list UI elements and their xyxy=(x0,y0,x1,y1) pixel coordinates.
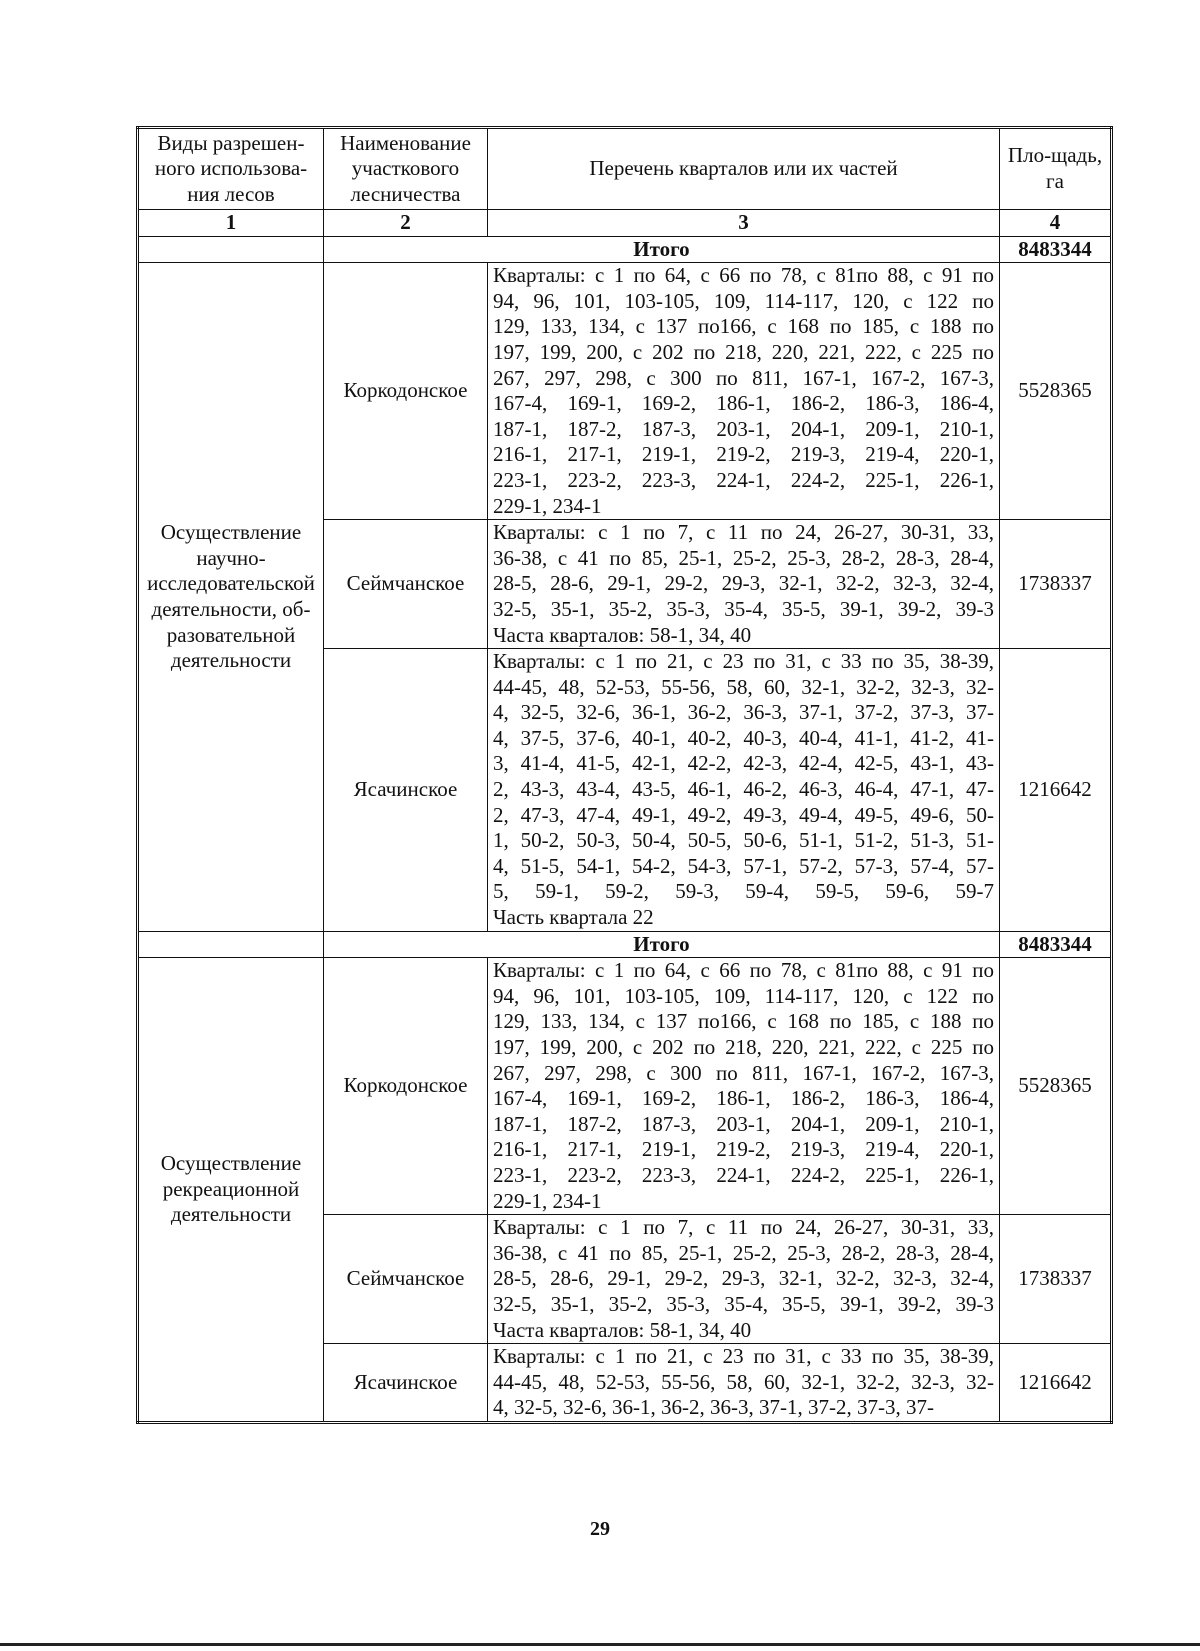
quarters-line: 4, 32-5, 32-6, 36-1, 36-2, 36-3, 37-1, 37-2, 37-3, 37- xyxy=(493,700,994,725)
total-label: Итого xyxy=(324,931,1000,958)
quarters-line: 4, 32-5, 32-6, 36-1, 36-2, 36-3, 37-1, 37-2, 37-3, 37- xyxy=(493,1395,934,1420)
total-label: Итого xyxy=(324,236,1000,263)
forestry-name: Коркодонское xyxy=(324,263,488,520)
empty-cell xyxy=(138,236,324,263)
forestry-name: Коркодонское xyxy=(324,958,488,1215)
quarters-line: 129, 133, 134, с 137 по166, с 168 по 185, с 188 по xyxy=(493,314,994,339)
quarters-line: 44-45, 48, 52-53, 55-56, 58, 60, 32-1, 32-2, 32-3, 32- xyxy=(493,1369,994,1394)
table-row xyxy=(138,958,1112,1215)
quarters-line: 187-1, 187-2, 187-3, 203-1, 204-1, 209-1, 210-1, xyxy=(493,416,994,441)
header-quarters-list: Перечень кварталов или их частей xyxy=(488,128,1000,210)
quarters-line: 36-38, с 41 по 85, 25-1, 25-2, 25-3, 28-2, 28-3, 28-4, xyxy=(493,545,994,570)
quarters-line: 5, 59-1, 59-2, 59-3, 59-4, 59-5, 59-6, 59-7 xyxy=(493,879,994,904)
quarters-line: 216-1, 217-1, 219-1, 219-2, 219-3, 219-4, 220-1, xyxy=(493,442,994,467)
quarters-line: 187-1, 187-2, 187-3, 203-1, 204-1, 209-1, 210-1, xyxy=(493,1111,994,1136)
total-value: 8483344 xyxy=(1000,236,1112,263)
quarters-line: 3, 41-4, 41-5, 42-1, 42-2, 42-3, 42-4, 42-5, 43-1, 43- xyxy=(493,751,994,776)
total-row xyxy=(138,931,1112,958)
quarters-line: 94, 96, 101, 103-105, 109, 114-117, 120, с 122 по xyxy=(493,288,994,313)
quarters-line: Часта кварталов: 58-1, 34, 40 xyxy=(493,1317,752,1342)
page-number: 29 xyxy=(590,1518,610,1540)
empty-cell xyxy=(138,931,324,958)
quarters-line: 167-4, 169-1, 169-2, 186-1, 186-2, 186-3, 186-4, xyxy=(493,1086,994,1111)
column-number: 3 xyxy=(488,210,1000,237)
quarters-line: 223-1, 223-2, 223-3, 224-1, 224-2, 225-1, 226-1, xyxy=(493,467,994,492)
forestry-name: Ясачинское xyxy=(324,649,488,932)
quarters-line: 197, 199, 200, с 202 по 218, 220, 221, 222, с 225 по xyxy=(493,1035,994,1059)
quarters-list xyxy=(488,263,1000,520)
quarters-line: 4, 51-5, 54-1, 54-2, 54-3, 57-1, 57-2, 57-3, 57-4, 57- xyxy=(493,853,994,878)
area-value: 5528365 xyxy=(1000,263,1112,520)
quarters-line: 267, 297, 298, с 300 по 811, 167-1, 167-2, 167-3, xyxy=(493,365,994,390)
quarters-list xyxy=(488,1344,1000,1423)
use-kind-cell: Осуществление рекреационной деятельности xyxy=(138,958,324,1423)
quarters-line: Часть квартала 22 xyxy=(493,905,654,930)
page-bottom-rule xyxy=(0,1643,1200,1646)
forestry-name: Сеймчанское xyxy=(324,1215,488,1344)
total-row xyxy=(138,236,1112,263)
quarters-list xyxy=(488,649,1000,932)
column-number: 2 xyxy=(324,210,488,237)
quarters-line: 229-1, 234-1 xyxy=(493,493,602,518)
quarters-list xyxy=(488,520,1000,649)
quarters-list xyxy=(488,1215,1000,1344)
quarters-line: 28-5, 28-6, 29-1, 29-2, 29-3, 32-1, 32-2, 32-3, 32-4, xyxy=(493,571,994,596)
quarters-line: 229-1, 234-1 xyxy=(493,1188,602,1213)
forestry-name: Ясачинское xyxy=(324,1344,488,1423)
quarters-line: 28-5, 28-6, 29-1, 29-2, 29-3, 32-1, 32-2, 32-3, 32-4, xyxy=(493,1266,994,1291)
column-number-row xyxy=(138,210,1112,237)
use-kind-cell: Осуществление научно-исследовательской деятельности, об-разовательной деятельности xyxy=(138,263,324,931)
quarters-line: 94, 96, 101, 103-105, 109, 114-117, 120, с 122 по xyxy=(493,983,994,1008)
quarters-line: 2, 43-3, 43-4, 43-5, 46-1, 46-2, 46-3, 46-4, 47-1, 47- xyxy=(493,777,994,802)
quarters-line: 167-4, 169-1, 169-2, 186-1, 186-2, 186-3, 186-4, xyxy=(493,391,994,416)
quarters-line: Кварталы: с 1 по 7, с 11 по 24, 26-27, 30-31, 33, xyxy=(493,1215,994,1240)
quarters-line: Кварталы: с 1 по 21, с 23 по 31, с 33 по 35, 38-39, xyxy=(493,1344,994,1369)
quarters-line: 44-45, 48, 52-53, 55-56, 58, 60, 32-1, 32-2, 32-3, 32- xyxy=(493,674,994,699)
header-use-kind: Виды разрешен-ного использова-ния лесов xyxy=(138,128,324,210)
quarters-line: 129, 133, 134, с 137 по166, с 168 по 185, с 188 по xyxy=(493,1009,994,1034)
table-row xyxy=(138,263,1112,520)
quarters-line: Часта кварталов: 58-1, 34, 40 xyxy=(493,622,752,647)
total-value: 8483344 xyxy=(1000,931,1112,958)
quarters-list xyxy=(488,958,1000,1215)
table-header-row xyxy=(138,128,1112,210)
quarters-line: 4, 37-5, 37-6, 40-1, 40-2, 40-3, 40-4, 41-1, 41-2, 41- xyxy=(493,725,994,750)
quarters-line: 32-5, 35-1, 35-2, 35-3, 35-4, 35-5, 39-1, 39-2, 39-3 xyxy=(493,1291,994,1316)
quarters-line: 267, 297, 298, с 300 по 811, 167-1, 167-2, 167-3, xyxy=(493,1060,994,1085)
quarters-line: 32-5, 35-1, 35-2, 35-3, 35-4, 35-5, 39-1, 39-2, 39-3 xyxy=(493,596,994,621)
area-value: 1216642 xyxy=(1000,649,1112,932)
area-value: 1216642 xyxy=(1000,1344,1112,1423)
quarters-line: 223-1, 223-2, 223-3, 224-1, 224-2, 225-1, 226-1, xyxy=(493,1162,994,1187)
quarters-line: Кварталы: с 1 по 21, с 23 по 31, с 33 по 35, 38-39, xyxy=(493,649,994,674)
forest-use-table xyxy=(136,126,1113,1424)
header-forestry-name: Наименование участкового лесничества xyxy=(324,128,488,210)
area-value: 1738337 xyxy=(1000,520,1112,649)
quarters-line: Кварталы: с 1 по 7, с 11 по 24, 26-27, 30-31, 33, xyxy=(493,520,994,545)
column-number: 4 xyxy=(1000,210,1112,237)
quarters-line: Кварталы: с 1 по 64, с 66 по 78, с 81по 88, с 91 по xyxy=(493,263,994,288)
quarters-line: Кварталы: с 1 по 64, с 66 по 78, с 81по 88, с 91 по xyxy=(493,958,994,983)
column-number: 1 xyxy=(138,210,324,237)
quarters-line: 1, 50-2, 50-3, 50-4, 50-5, 50-6, 51-1, 51-2, 51-3, 51- xyxy=(493,828,994,853)
quarters-line: 216-1, 217-1, 219-1, 219-2, 219-3, 219-4, 220-1, xyxy=(493,1137,994,1162)
quarters-line: 197, 199, 200, с 202 по 218, 220, 221, 222, с 225 по xyxy=(493,339,994,364)
area-value: 5528365 xyxy=(1000,958,1112,1215)
quarters-line: 2, 47-3, 47-4, 49-1, 49-2, 49-3, 49-4, 49-5, 49-6, 50- xyxy=(493,802,994,827)
quarters-line: 36-38, с 41 по 85, 25-1, 25-2, 25-3, 28-2, 28-3, 28-4, xyxy=(493,1240,994,1265)
header-area: Пло-щадь, га xyxy=(1000,128,1112,210)
forestry-name: Сеймчанское xyxy=(324,520,488,649)
area-value: 1738337 xyxy=(1000,1215,1112,1344)
